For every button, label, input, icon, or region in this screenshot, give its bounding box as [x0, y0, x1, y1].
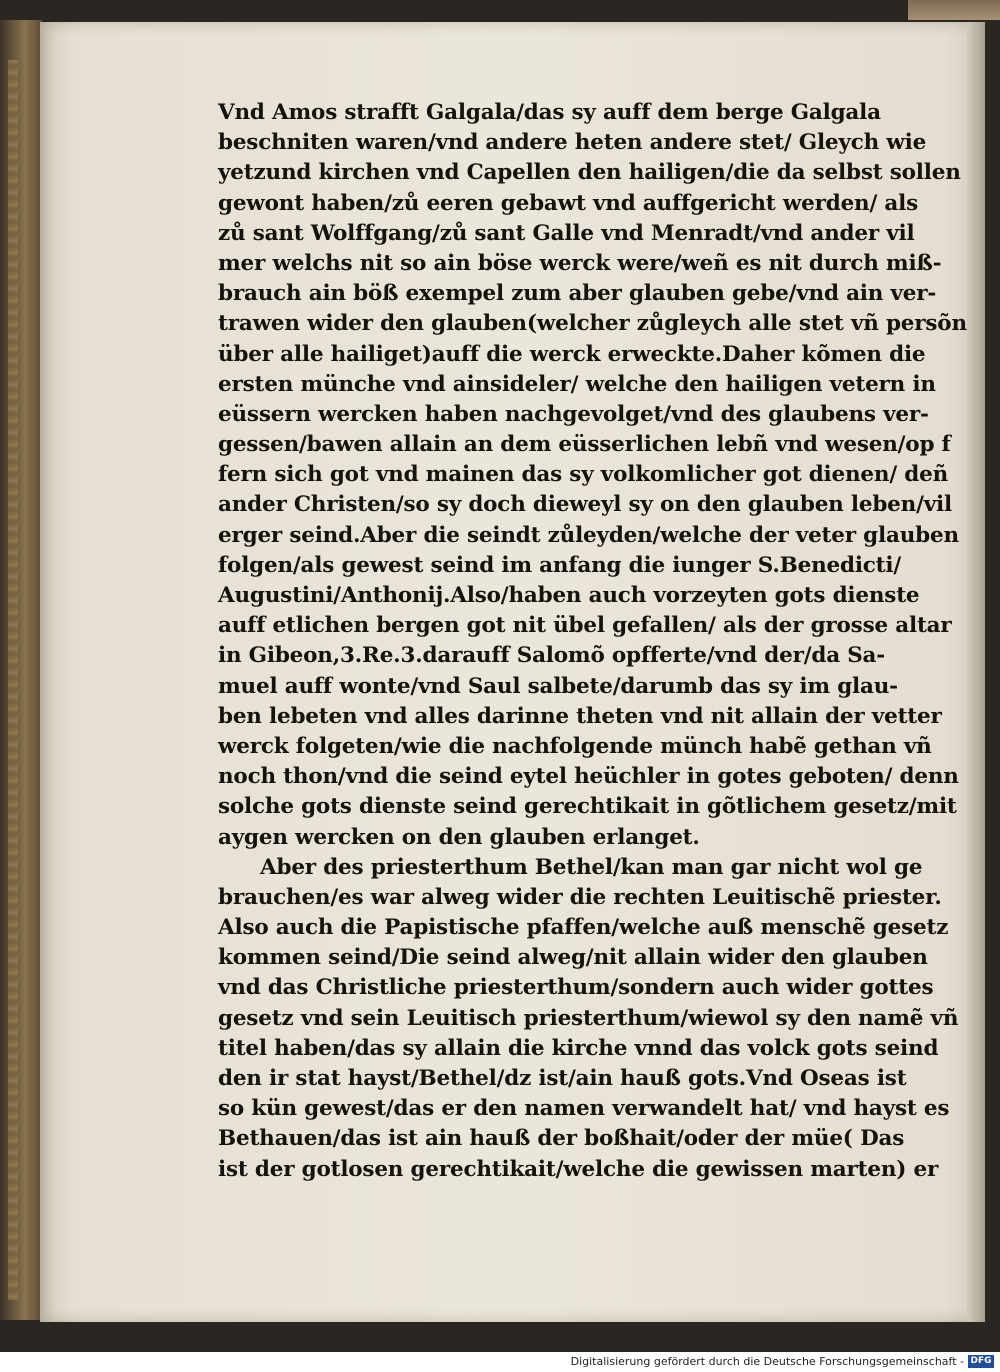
page-corner	[908, 0, 1000, 20]
text-line: ersten münche vnd ainsideler/ welche den hailigen vetern in	[218, 371, 936, 397]
text-line: erger seind.Aber die seindt zůleyden/welche der veter glauben	[218, 522, 959, 548]
text-line: trawen wider den glauben(welcher zůgleych alle stet vñ persõn	[218, 311, 967, 337]
text-line: brauchen/es war alweg wider die rechten Leuitischẽ priester.	[218, 884, 942, 910]
text-line: fern sich got vnd mainen das sy volkomlicher got dienen/ deñ	[218, 462, 949, 488]
text-line: so kün gewest/das er den namen verwandelt hat/ vnd hayst es	[218, 1096, 950, 1122]
dfg-logo: DFG	[968, 1355, 994, 1368]
text-line: den ir stat hayst/Bethel/dz ist/ain hauß gots.Vnd Oseas ist	[218, 1066, 907, 1091]
text-line: gesetz vnd sein Leuitisch priesterthum/wiewol sy den namẽ vñ	[218, 1005, 959, 1031]
text-line: mer welchs nit so ain böse werck were/weñ es nit durch miß-	[218, 250, 942, 276]
text-line: brauch ain böß exempel zum aber glauben gebe/vnd ain ver-	[218, 281, 937, 307]
text-line: ist der gotlosen gerechtikait/welche die gewissen marten) er	[218, 1156, 939, 1182]
page-text	[218, 98, 967, 1185]
text-line: werck folgeten/wie die nachfolgende münch habẽ gethan vñ	[218, 733, 932, 759]
text-line: yetzund kirchen vnd Capellen den hailigen/die da selbst sollen	[218, 160, 961, 186]
text-line: noch thon/vnd die seind eytel heüchler in gotes geboten/ denn	[218, 764, 959, 790]
binding-spine-texture	[8, 60, 18, 1300]
text-line: ander Christen/so sy doch dieweyl sy on den glauben leben/vil	[218, 492, 952, 518]
text-line: in Gibeon,3.Re.3.darauff Salomõ opfferte/vnd der/da Sa-	[218, 643, 885, 669]
text-line: zů sant Wolffgang/zů sant Galle vnd Menradt/vnd ander vil	[218, 220, 915, 246]
text-line: Aber des priesterthum Bethel/kan man gar nicht wol ge	[260, 854, 923, 880]
text-line: vnd das Christliche priesterthum/sondern auch wider gottes	[218, 975, 934, 1001]
text-line: titel haben/das sy allain die kirche vnnd das volck gots seind	[218, 1035, 939, 1061]
text-line: Vnd Amos strafft Galgala/das sy auff dem berge Galgala	[218, 100, 881, 125]
text-line: gessen/bawen allain an dem eüsserlichen lebñ vnd wesen/op f	[218, 432, 951, 458]
text-line: eüssern wercken haben nachgevolget/vnd des glaubens ver-	[218, 401, 929, 427]
digitization-credit: Digitalisierung gefördert durch die Deutsche Forschungsgemeinschaft -	[570, 1355, 964, 1368]
text-line: Augustini/Anthonij.Also/haben auch vorzeyten gots dienste	[218, 583, 920, 608]
text-line: muel auff wonte/vnd Saul salbete/darumb das sy im glau-	[218, 673, 898, 699]
text-line: ben lebeten vnd alles darinne theten vnd nit allain der vetter	[218, 703, 942, 729]
text-line: beschniten waren/vnd andere heten andere stet/ Gleych wie	[218, 130, 927, 156]
text-line: auff etlichen bergen got nit übel gefallen/ als der grosse altar	[218, 613, 952, 639]
text-line: solche gots dienste seind gerechtikait in gõtlichem gesetz/mit	[218, 794, 957, 820]
book-binding	[0, 20, 42, 1320]
text-line: aygen wercken on den glauben erlanget.	[218, 824, 700, 850]
text-line: folgen/als gewest seind im anfang die iunger S.Benedicti/	[218, 552, 902, 578]
text-line: über alle hailiget)auff die werck erweckte.Daher kõmen die	[218, 341, 926, 367]
text-line: gewont haben/zů eeren gebawt vnd auffgericht werden/ als	[218, 190, 919, 216]
text-line: Also auch die Papistische pfaffen/welche auß menschẽ gesetz	[218, 915, 949, 941]
text-line: Bethauen/das ist ain hauß der boßhait/oder der müe( Das	[218, 1126, 905, 1152]
footer-bar	[0, 1352, 1000, 1372]
text-line: kommen seind/Die seind alweg/nit allain wider den glauben	[218, 945, 928, 971]
page-edge	[967, 22, 985, 1322]
